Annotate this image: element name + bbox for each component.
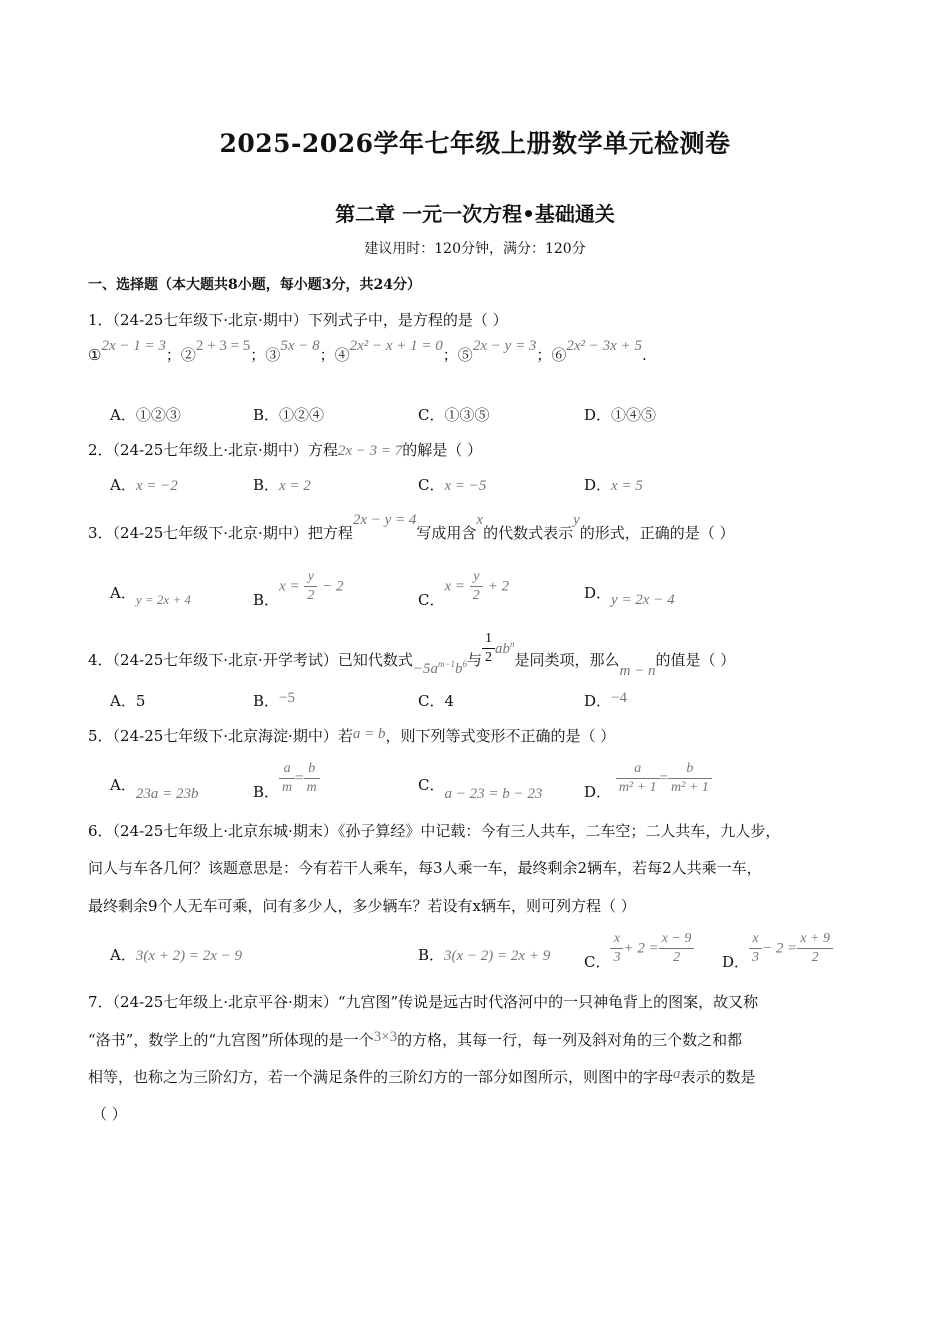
fraction bbox=[797, 930, 833, 967]
option-label: B． bbox=[253, 782, 280, 801]
option-label: B． bbox=[253, 476, 280, 494]
option-value: x = bbox=[444, 578, 466, 595]
option-label: D． bbox=[584, 476, 612, 494]
q4-option-d[interactable] bbox=[584, 690, 627, 711]
denominator: 2 bbox=[307, 588, 315, 603]
option-label: A． bbox=[110, 584, 136, 602]
math-expr: 2x − y = 4 bbox=[352, 512, 417, 528]
item-label: ；⑥ bbox=[536, 346, 567, 364]
option-value: 23a = 23b bbox=[135, 786, 199, 802]
stem-text: 相等，也称之为三阶幻方，若一个满足条件的三阶幻方的一部分如图所示，则图中的字母 bbox=[88, 1068, 674, 1086]
q4-option-c[interactable]: C．4 bbox=[418, 692, 455, 710]
option-label: D． bbox=[584, 782, 612, 801]
question-6-line-2: 问人与车各几何？该题意思是：今有若干人乘车，每3人乘一车，最终剩余2辆车，若每2人共乘一车， bbox=[88, 859, 762, 877]
option-value: + 2 bbox=[487, 578, 509, 595]
stem-text: 5．（24-25七年级下·北京海淀·期中）若 bbox=[88, 727, 353, 745]
math-expr bbox=[495, 638, 515, 657]
math-expr: 3×3 bbox=[373, 1029, 398, 1045]
item-label: ① bbox=[88, 346, 102, 364]
question-7-line-1: 7．（24-25七年级上·北京平谷·期末）“九宫图”传说是远古时代洛河中的一只神龟背上的图案，故又称 bbox=[88, 993, 759, 1011]
option-value: − 2 = bbox=[762, 940, 798, 957]
denominator: m² + 1 bbox=[671, 780, 709, 795]
stem-text: 的解是（ ） bbox=[402, 441, 483, 459]
exponent: n bbox=[510, 638, 515, 649]
numerator: x + 9 bbox=[797, 930, 833, 949]
math-term: −5a bbox=[412, 660, 438, 677]
option-label: C． bbox=[418, 590, 445, 609]
fraction bbox=[610, 930, 623, 967]
section-heading: 一、选择题（本大题共8小题，每小题3分，共24分） bbox=[88, 277, 421, 293]
equals-sign: = bbox=[295, 770, 304, 787]
option-label: C． bbox=[418, 776, 445, 794]
item-label: ；② bbox=[165, 346, 196, 364]
page-title: 2025-2026学年七年级上册数学单元检测卷 bbox=[219, 129, 731, 158]
q5-option-c[interactable] bbox=[418, 774, 543, 802]
fraction bbox=[470, 568, 483, 605]
question-5-stem bbox=[88, 725, 615, 746]
q4-option-a[interactable]: A．5 bbox=[110, 692, 146, 710]
numerator: b bbox=[304, 760, 320, 779]
q6-option-c[interactable] bbox=[584, 930, 694, 971]
item-label: . bbox=[641, 346, 647, 364]
option-label: B． bbox=[253, 692, 280, 710]
denominator: 2 bbox=[811, 950, 819, 965]
stem-text: 3．（24-25七年级下·北京·期中）把方程 bbox=[88, 524, 353, 542]
option-value: y = 2x + 4 bbox=[135, 592, 191, 607]
q3-option-a[interactable] bbox=[110, 582, 191, 607]
option-value: x = bbox=[279, 578, 300, 595]
option-value: y = 2x − 4 bbox=[611, 592, 675, 608]
q2-option-a[interactable] bbox=[110, 474, 178, 495]
option-value: x = −2 bbox=[135, 478, 178, 494]
math-var: x bbox=[476, 512, 484, 528]
math-expr: 2x² − 3x + 5 bbox=[566, 338, 642, 354]
math-var: y bbox=[573, 512, 580, 528]
q6-option-b[interactable] bbox=[418, 944, 550, 965]
stem-text: 是同类项，那么 bbox=[514, 650, 620, 669]
q5-option-b[interactable] bbox=[253, 760, 320, 801]
numerator: a bbox=[616, 760, 660, 779]
option-value: x = 2 bbox=[279, 478, 311, 494]
fraction bbox=[616, 760, 660, 797]
fraction bbox=[279, 760, 295, 797]
math-expr: 5x − 8 bbox=[280, 338, 320, 354]
stem-text: 的形式，正确的是（ ） bbox=[579, 524, 735, 542]
math-expr: m − n bbox=[619, 662, 656, 679]
math-expr bbox=[412, 658, 468, 677]
option-value: −5 bbox=[279, 690, 295, 706]
exponent: m−1 bbox=[437, 658, 456, 669]
option-label: B． bbox=[253, 590, 280, 609]
stem-text: 的方格，其每一行，每一列及斜对角的三个数之和都 bbox=[397, 1031, 743, 1049]
denominator: m bbox=[306, 780, 317, 795]
option-value: + 2 = bbox=[623, 940, 659, 957]
q3-option-b[interactable] bbox=[253, 568, 344, 609]
option-label: B． bbox=[418, 946, 445, 964]
q1-option-d[interactable]: D．①④⑤ bbox=[584, 406, 657, 424]
option-value: x = 5 bbox=[611, 478, 643, 494]
numerator: a bbox=[279, 760, 295, 779]
option-value: −4 bbox=[611, 690, 627, 706]
q1-option-a[interactable]: A．①②③ bbox=[110, 406, 181, 424]
denominator: 2 bbox=[673, 950, 681, 965]
option-value: x = −5 bbox=[444, 478, 487, 494]
stem-text: “洛书”，数学上的“九宫图”所体现的是一个 bbox=[88, 1031, 374, 1049]
option-label: D． bbox=[584, 584, 612, 602]
numerator: x bbox=[749, 930, 762, 949]
option-label: D． bbox=[584, 692, 612, 710]
math-term: b bbox=[455, 660, 463, 677]
math-var: a bbox=[673, 1066, 681, 1082]
question-6-line-3: 最终剩余9个人无车可乘，问有多少人，多少辆车？若设有x辆车，则可列方程（ ） bbox=[88, 897, 636, 915]
q3-option-c[interactable] bbox=[418, 568, 509, 609]
fraction bbox=[749, 930, 762, 967]
q6-option-d[interactable] bbox=[722, 930, 833, 971]
question-3-stem bbox=[88, 512, 735, 543]
q5-option-a[interactable] bbox=[110, 774, 199, 802]
item-label: ；④ bbox=[319, 346, 350, 364]
option-label: A． bbox=[110, 476, 136, 494]
q6-option-a[interactable] bbox=[110, 944, 242, 965]
item-label: ；⑤ bbox=[442, 346, 473, 364]
fraction bbox=[304, 760, 320, 797]
q1-option-c[interactable]: C．①③⑤ bbox=[418, 406, 490, 424]
stem-text: 与 bbox=[467, 650, 483, 669]
stem-text: 2．（24-25七年级上·北京·期中）方程 bbox=[88, 441, 338, 459]
equals-sign: = bbox=[659, 770, 669, 787]
denominator: 3 bbox=[613, 950, 621, 965]
option-label: D． bbox=[722, 952, 750, 971]
question-1-items bbox=[88, 338, 647, 365]
math-expr: a = b bbox=[352, 726, 386, 742]
stem-text: 表示的数是 bbox=[680, 1068, 756, 1086]
question-2-stem bbox=[88, 439, 482, 460]
option-value: a − 23 = b − 23 bbox=[444, 786, 543, 802]
numerator: 1 bbox=[482, 630, 495, 649]
option-label: A． bbox=[110, 776, 136, 794]
numerator: x bbox=[610, 930, 623, 949]
q2-option-c[interactable] bbox=[418, 474, 486, 495]
numerator: y bbox=[304, 568, 317, 587]
question-4-stem bbox=[88, 630, 736, 679]
exponent: 6 bbox=[462, 658, 468, 669]
denominator: m bbox=[282, 780, 293, 795]
question-7-line-4: （ ） bbox=[92, 1105, 127, 1123]
item-label: ；③ bbox=[250, 346, 281, 364]
question-7-line-3 bbox=[88, 1066, 756, 1087]
question-6-line-1: 6．（24-25七年级上·北京东城·期末）《孙子算经》中记载：今有三人共车，二车空；二人共车，九人步， bbox=[88, 822, 781, 840]
question-7-line-2 bbox=[88, 1029, 742, 1050]
option-label: C． bbox=[584, 952, 611, 971]
stem-text: 的值是（ ） bbox=[655, 650, 736, 669]
numerator: y bbox=[470, 568, 483, 587]
denominator: 2 bbox=[472, 588, 480, 603]
numerator: x − 9 bbox=[659, 930, 695, 949]
q3-option-d[interactable] bbox=[584, 582, 675, 608]
stem-text: ，则下列等式变形不正确的是（ ） bbox=[385, 727, 616, 745]
denominator: m² + 1 bbox=[618, 780, 657, 795]
fraction-half bbox=[482, 630, 495, 667]
question-1-stem: 1．（24-25七年级下·北京·期中）下列式子中，是方程的是（ ） bbox=[88, 311, 508, 329]
stem-text: 的代数式表示 bbox=[483, 524, 574, 542]
stem-text: 写成用含 bbox=[416, 524, 477, 542]
option-value: 3(x + 2) = 2x − 9 bbox=[135, 948, 243, 964]
math-expr: 2x − y = 3 bbox=[472, 338, 537, 354]
q5-option-d[interactable] bbox=[584, 760, 712, 801]
fraction bbox=[668, 760, 712, 797]
math-expr: 2 + 3 = 5 bbox=[195, 338, 251, 354]
option-label: A． bbox=[110, 946, 136, 964]
option-value: 3(x − 2) = 2x + 9 bbox=[444, 948, 551, 964]
q4-option-b[interactable] bbox=[253, 690, 295, 711]
numerator: b bbox=[668, 760, 712, 779]
denominator: 2 bbox=[485, 650, 493, 665]
denominator: 3 bbox=[752, 950, 760, 965]
option-label: C． bbox=[418, 476, 445, 494]
math-expr: 2x − 1 = 3 bbox=[101, 338, 166, 354]
option-value: − 2 bbox=[322, 578, 344, 595]
math-term: ab bbox=[495, 640, 511, 657]
q2-option-d[interactable] bbox=[584, 474, 643, 495]
time-info: 建议用时：120分钟，满分：120分 bbox=[364, 241, 586, 257]
q1-option-b[interactable]: B．①②④ bbox=[253, 406, 325, 424]
math-expr: 2x − 3 = 7 bbox=[337, 443, 403, 459]
stem-text: 4．（24-25七年级下·北京·开学考试）已知代数式 bbox=[88, 650, 413, 669]
math-expr: 2x² − x + 1 = 0 bbox=[349, 338, 443, 354]
fraction bbox=[304, 568, 317, 605]
chapter-subtitle: 第二章 一元一次方程•基础通关 bbox=[335, 202, 615, 226]
q2-option-b[interactable] bbox=[253, 474, 311, 495]
fraction bbox=[659, 930, 695, 967]
